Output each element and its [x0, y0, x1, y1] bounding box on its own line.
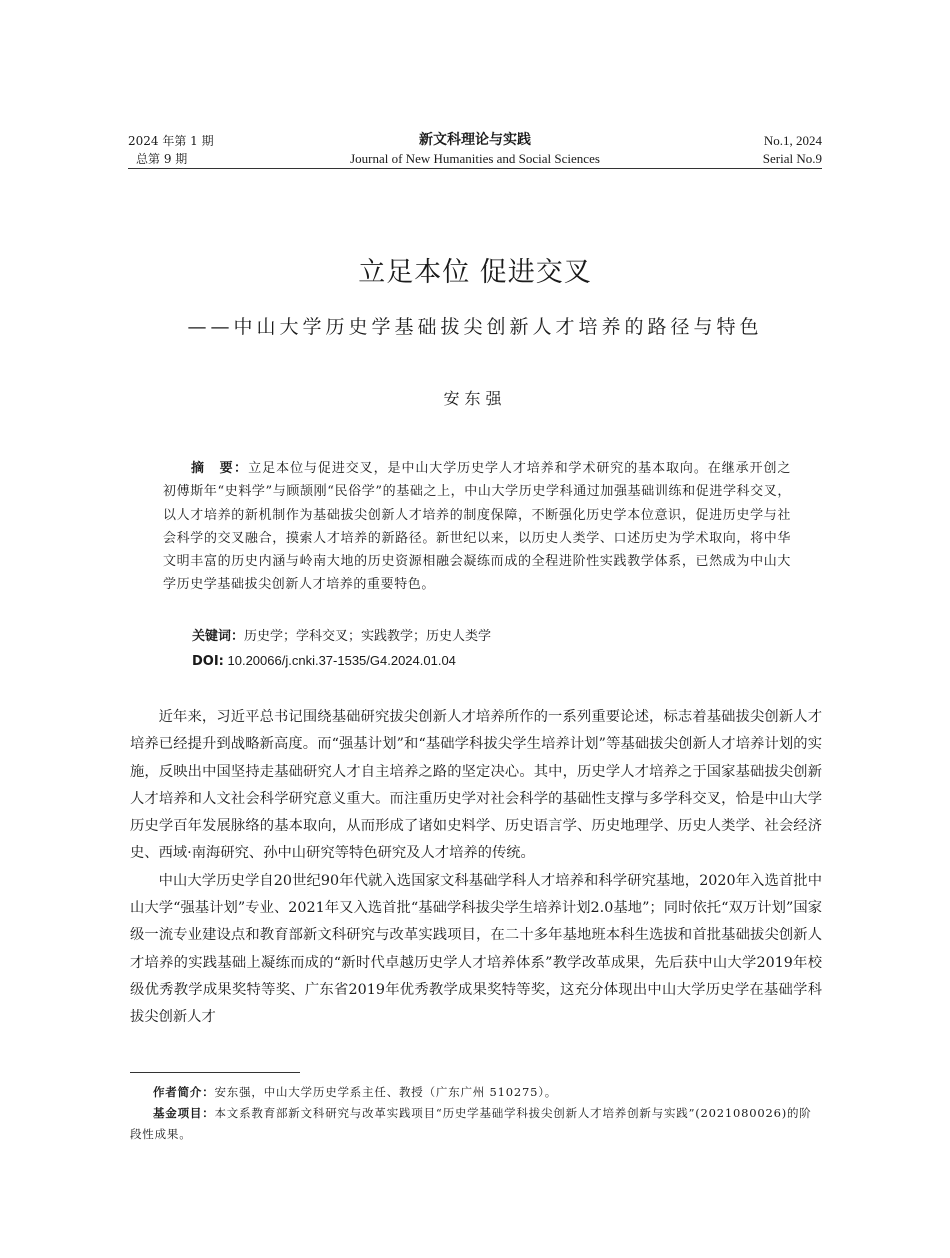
- keywords: [192, 628, 792, 646]
- author-note-text: 安东强，中山大学历史学系主任、教授（广东广州 510275）。: [214, 1085, 558, 1099]
- paragraph: 近年来，习近平总书记围绕基础研究拔尖创新人才培养所作的一系列重要论述，标志着基础拔尖创新人才培养已经提升到战略新高度。而“强基计划”和“基础学科拔尖学生培养计划”等基础拔尖创新人才培养计划的实施，反映出中国坚持走基础研究人才自主培养之路的坚定决心。其中，历史学人才培养之于国家基础拔尖创新人才培养和人文社会科学研究意义重大。而注重历史学对社会科学的基础性支撑与多学科交叉，恰是中山大学历史学百年发展脉络的基本取向，从而形成了诸如史料学、历史语言学、历史地理学、历史人类学、社会经济史、西域·南海研究、孙中山研究等特色研究及人才培养的传统。: [130, 709, 822, 862]
- doi-value: 10.20066/j.cnki.37-1535/G4.2024.01.04: [223, 653, 456, 668]
- issue-info-en: [763, 132, 822, 168]
- abstract: [163, 457, 791, 597]
- journal-name-cn: 新文科理论与实践: [419, 132, 531, 148]
- keywords-label: 关键词：: [192, 629, 245, 644]
- serial-number-en: Serial No.9: [762, 151, 822, 166]
- author-note-label: 作者简介：: [153, 1085, 215, 1099]
- main-text: [130, 704, 822, 1032]
- fund-note: [130, 1103, 822, 1145]
- doi: [192, 652, 792, 671]
- issue-number: 2024 年第 1 期: [128, 134, 214, 148]
- fund-note-text: 本文系教育部新文科研究与改革实践项目“历史学基础学科拔尖创新人才培养创新与实践”(2021080026)的阶段性成果。: [130, 1106, 812, 1141]
- article-subtitle: ——中山大学历史学基础拔尖创新人才培养的路径与特色: [187, 316, 763, 338]
- paragraph: 中山大学历史学自20世纪90年代就入选国家文科基础学科人才培养和科学研究基地，2020年入选首批中山大学“强基计划”专业、2021年又入选首批“基础学科拔尖学生培养计划2.0基地”；同时依托“双万计划”国家级一流专业建设点和教育部新文科研究与改革实践项目，在二十多年基地班本科生选拔和首批基础拔尖创新人才培养的实践基础上凝练而成的“新时代卓越历史学人才培养体系”教学改革成果，先后获中山大学2019年校级优秀教学成果奖特等奖、广东省2019年优秀教学成果奖特等奖，这充分体现出中山大学历史学在基础学科拔尖创新人才: [130, 872, 822, 1026]
- abstract-text: 立足本位与促进交叉，是中山大学历史学人才培养和学术研究的基本取向。在继承开创之初傅斯年“史料学”与顾颉刚“民俗学”的基础之上，中山大学历史学科通过加强基础训练和促进学科交叉，以人才培养的新机制作为基础拔尖创新人才培养的制度保障，不断强化历史学本位意识，促进历史学与社会科学的交叉融合，摸索人才培养的新路径。新世纪以来，以历史人类学、口述历史为学术取向，将中华文明丰富的历史内涵与岭南大地的历史资源相融会凝练而成的全程进阶性实践教学体系，已然成为中山大学历史学基础拔尖创新人才培养的重要特色。: [163, 461, 791, 593]
- abstract-label: 摘 要：: [191, 461, 249, 476]
- article-author: 安东强: [443, 389, 507, 408]
- footnotes: [130, 1082, 822, 1145]
- doi-label: DOI:: [192, 654, 224, 669]
- issue-number-en: No.1, 2024: [763, 133, 822, 148]
- fund-note-label: 基金项目：: [153, 1106, 215, 1120]
- footnote-divider: [130, 1072, 300, 1073]
- journal-name: [128, 130, 822, 168]
- journal-name-en: Journal of New Humanities and Social Sciences: [350, 151, 600, 166]
- running-header: [128, 128, 822, 169]
- author-note: [130, 1082, 822, 1103]
- keywords-text: 历史学；学科交叉；实践教学；历史人类学: [244, 629, 492, 644]
- article-title: 立足本位 促进交叉: [358, 257, 592, 288]
- serial-number-cn: 总第 9 期: [136, 152, 188, 166]
